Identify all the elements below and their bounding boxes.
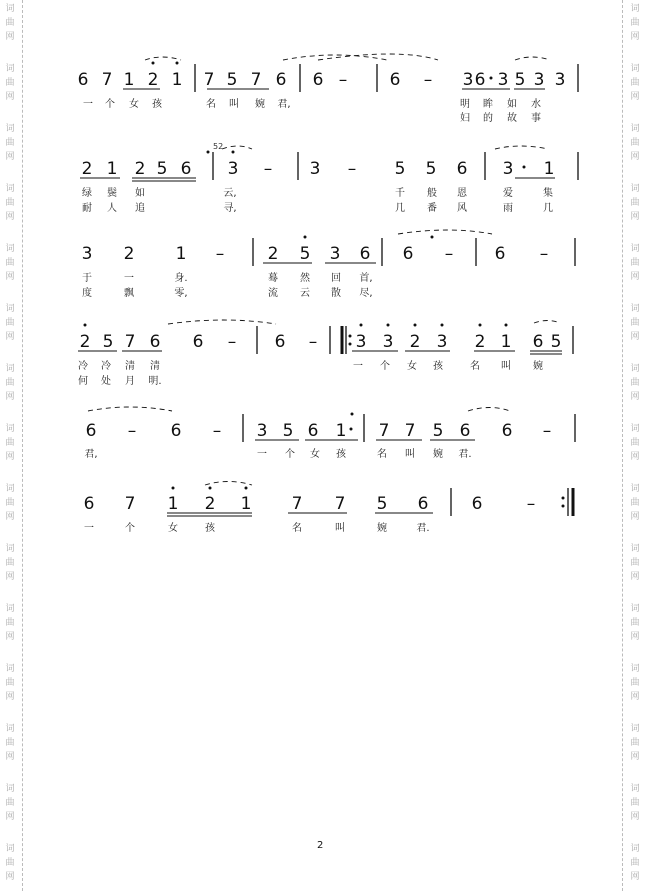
lyric-char: 鬓 — [107, 188, 117, 199]
watermark-char: 词 — [5, 724, 15, 734]
octave-dot — [431, 236, 434, 239]
watermark-char: 曲 — [5, 498, 15, 508]
dash-note: – — [542, 421, 552, 441]
lyric-char: 个 — [125, 523, 135, 534]
note-digit: 6 — [85, 421, 97, 441]
lyric-char: 名 — [292, 523, 302, 534]
watermark-char: 网 — [5, 752, 15, 762]
watermark-char: 网 — [5, 812, 15, 822]
note-digit: 3 — [309, 159, 321, 179]
lyric-char: 飘 — [124, 288, 134, 299]
dash-note: – — [347, 159, 357, 179]
lyric-char: 明. — [148, 376, 162, 387]
note-digit: 7 — [101, 70, 113, 90]
note-digit: 6 — [417, 494, 429, 514]
lyric-char: 君. — [458, 449, 472, 460]
note-digit: 3 — [533, 70, 545, 90]
dash-note: – — [444, 244, 454, 264]
watermark-char: 网 — [630, 92, 640, 102]
watermark-char: 网 — [5, 632, 15, 642]
measure-annotation: 52 — [213, 142, 224, 151]
note-digit: 3 — [497, 70, 509, 90]
watermark-char: 曲 — [5, 858, 15, 868]
slur-curve — [283, 55, 387, 60]
lyric-char: 事 — [531, 113, 541, 124]
lyric-char: 明 — [460, 99, 470, 110]
dash-note: – — [227, 332, 237, 352]
note-digit: 6 — [389, 70, 401, 90]
lyric-char: 名 — [377, 449, 387, 460]
watermark-char: 网 — [630, 512, 640, 522]
slur-curve — [88, 407, 172, 411]
watermark-char: 词 — [5, 604, 15, 614]
watermark-char: 词 — [5, 544, 15, 554]
slur-curve — [534, 321, 560, 324]
lyric-char: 耐 — [82, 203, 92, 214]
lyric-char: 风 — [457, 203, 467, 214]
lyric-char: 冷 — [78, 361, 88, 372]
octave-dot — [360, 324, 363, 327]
lyric-char: 清 — [125, 361, 135, 372]
lyric-char: 于 — [82, 273, 92, 284]
watermark-char: 词 — [630, 544, 640, 554]
watermark-char: 网 — [630, 332, 640, 342]
lyric-char: 人 — [107, 203, 117, 214]
repeat-dot — [562, 505, 565, 508]
lyric-char: 婉 — [377, 523, 387, 534]
watermark-char: 网 — [5, 92, 15, 102]
watermark-char: 词 — [630, 604, 640, 614]
watermark-char: 词 — [5, 424, 15, 434]
watermark-char: 网 — [630, 212, 640, 222]
lyric-char: 零, — [174, 288, 188, 299]
note-digit: 5 — [299, 244, 311, 264]
watermark-char: 词 — [630, 124, 640, 134]
note-digit: 3 — [554, 70, 566, 90]
note-digit: 6 — [192, 332, 204, 352]
lyric-char: 散 — [331, 288, 341, 299]
note-digit: 2 — [81, 159, 93, 179]
note-digit: 5 — [282, 421, 294, 441]
watermark-char: 网 — [5, 272, 15, 282]
lyric-char: 云, — [223, 188, 237, 199]
note-digit: 3 — [329, 244, 341, 264]
watermark-char: 曲 — [5, 138, 15, 148]
dash-note: – — [526, 494, 536, 514]
note-digit: 6 — [501, 421, 513, 441]
watermark-char: 曲 — [5, 678, 15, 688]
watermark-char: 网 — [5, 872, 15, 882]
note-digit: 7 — [124, 332, 136, 352]
lyric-char: 爱 — [503, 188, 513, 199]
slur-curve — [222, 146, 252, 149]
lyric-char: 个 — [285, 449, 295, 460]
watermark-char: 网 — [5, 692, 15, 702]
octave-dot — [176, 62, 179, 65]
dash-note: – — [212, 421, 222, 441]
lyric-char: 首, — [359, 273, 373, 284]
note-digit: 6 — [77, 70, 89, 90]
note-digit: 7 — [404, 421, 416, 441]
lyric-char: 婉 — [255, 99, 265, 110]
lyric-char: 叫 — [335, 523, 345, 534]
note-digit: 1 — [106, 159, 118, 179]
note-digit: 6 — [83, 494, 95, 514]
note-digit: 6 — [275, 70, 287, 90]
lyric-char: 蓦 — [268, 273, 278, 284]
lyric-char: 几 — [543, 203, 553, 214]
note-digit: 2 — [79, 332, 91, 352]
lyric-char: 个 — [105, 99, 115, 110]
lyric-char: 婉 — [433, 449, 443, 460]
watermark-char: 曲 — [5, 18, 15, 28]
note-digit: 5 — [432, 421, 444, 441]
watermark-char: 曲 — [5, 438, 15, 448]
lyric-char: 何 — [78, 376, 88, 387]
dash-note: – — [338, 70, 348, 90]
dash-note: – — [539, 244, 549, 264]
watermark-char: 曲 — [630, 258, 640, 268]
watermark-char: 词 — [5, 244, 15, 254]
note-digit: 7 — [291, 494, 303, 514]
lyric-char: 雨 — [503, 203, 513, 214]
octave-dot — [304, 236, 307, 239]
note-digit: 2 — [204, 494, 216, 514]
lyric-char: 眸 — [483, 99, 493, 110]
octave-dot — [209, 487, 212, 490]
note-digit: 7 — [334, 494, 346, 514]
note-digit: 3 — [436, 332, 448, 352]
lyric-char: 君, — [277, 99, 291, 110]
note-digit: 7 — [378, 421, 390, 441]
note-digit: 1 — [175, 244, 187, 264]
page-number: 2 — [317, 840, 324, 851]
octave-dot — [232, 151, 235, 154]
watermark-char: 曲 — [5, 318, 15, 328]
octave-dot — [207, 151, 210, 154]
lyric-char: 婉 — [533, 361, 543, 372]
lyric-char: 如 — [507, 99, 517, 110]
lyric-char: 女 — [310, 449, 320, 460]
watermark-char: 曲 — [5, 378, 15, 388]
watermark-char: 曲 — [630, 858, 640, 868]
watermark-char: 曲 — [5, 258, 15, 268]
watermark-char: 网 — [630, 632, 640, 642]
watermark-char: 曲 — [630, 138, 640, 148]
lyric-char: 个 — [380, 361, 390, 372]
lyric-char: 一 — [257, 449, 267, 460]
watermark-char: 曲 — [630, 678, 640, 688]
dash-note: – — [308, 332, 318, 352]
lyric-char: 一 — [84, 523, 94, 534]
note-digit: 6 — [532, 332, 544, 352]
octave-dot — [479, 324, 482, 327]
note-digit: 1 — [335, 421, 347, 441]
watermark-char: 词 — [630, 304, 640, 314]
note-digit: 5 — [514, 70, 526, 90]
watermark-char: 词 — [5, 4, 15, 14]
octave-dot — [387, 324, 390, 327]
lyric-char: 然 — [300, 273, 310, 284]
watermark-char: 词 — [630, 844, 640, 854]
lyric-char: 的 — [483, 113, 493, 124]
slur-curve — [495, 146, 548, 149]
watermark-char: 曲 — [630, 618, 640, 628]
watermark-char: 网 — [630, 392, 640, 402]
repeat-dot — [562, 497, 565, 500]
watermark-char: 词 — [630, 724, 640, 734]
note-digit: 2 — [134, 159, 146, 179]
lyric-char: 女 — [129, 99, 139, 110]
lyric-char: 身. — [174, 273, 188, 284]
note-digit: 1 — [171, 70, 183, 90]
lyric-char: 千 — [395, 188, 405, 199]
note-digit: 6 — [149, 332, 161, 352]
lyric-char: 女 — [407, 361, 417, 372]
watermark-char: 曲 — [630, 318, 640, 328]
watermark-char: 词 — [630, 184, 640, 194]
note-digit: 5 — [376, 494, 388, 514]
watermark-char: 词 — [630, 4, 640, 14]
lyric-char: 尽, — [359, 288, 373, 299]
slur-curve — [468, 408, 510, 412]
slur-curve — [318, 54, 438, 60]
watermark-char: 网 — [630, 272, 640, 282]
aug-dot — [490, 77, 493, 80]
lyric-char: 几 — [395, 203, 405, 214]
lyric-char: 君. — [416, 523, 430, 534]
repeat-dot — [349, 335, 352, 338]
lyric-char: 孩 — [205, 523, 215, 534]
watermark-char: 词 — [630, 484, 640, 494]
watermark-char: 曲 — [630, 438, 640, 448]
lyric-char: 名 — [206, 99, 216, 110]
watermark-char: 曲 — [630, 798, 640, 808]
lyric-char: 处 — [101, 376, 111, 387]
lyric-char: 叫 — [501, 361, 511, 372]
watermark-char: 曲 — [630, 18, 640, 28]
lyric-char: 名 — [470, 361, 480, 372]
note-digit: 3 — [355, 332, 367, 352]
slur-curve — [515, 57, 550, 60]
lyric-char: 叫 — [405, 449, 415, 460]
watermark-char: 词 — [5, 844, 15, 854]
watermark-char: 网 — [5, 212, 15, 222]
note-digit: 6 — [494, 244, 506, 264]
octave-dot — [172, 487, 175, 490]
watermark-char: 词 — [630, 64, 640, 74]
watermark-char: 网 — [630, 692, 640, 702]
lyric-char: 冷 — [101, 361, 111, 372]
note-digit: 5 — [394, 159, 406, 179]
watermark-char: 网 — [5, 572, 15, 582]
watermark-char: 曲 — [5, 78, 15, 88]
note-digit: 1 — [543, 159, 555, 179]
lyric-char: 一 — [353, 361, 363, 372]
watermark-char: 网 — [5, 452, 15, 462]
lyric-char: 流 — [268, 288, 278, 299]
watermark-char: 词 — [5, 184, 15, 194]
watermark-char: 网 — [630, 812, 640, 822]
octave-dot — [505, 324, 508, 327]
watermark-char: 曲 — [630, 198, 640, 208]
dash-note: – — [263, 159, 273, 179]
watermark-char: 曲 — [5, 558, 15, 568]
watermark-char: 网 — [630, 452, 640, 462]
watermark-char: 网 — [5, 512, 15, 522]
lyric-char: 寻, — [223, 203, 237, 214]
note-digit: 7 — [250, 70, 262, 90]
watermark-char: 词 — [5, 664, 15, 674]
octave-dot — [152, 62, 155, 65]
lyric-char: 水 — [531, 99, 541, 110]
note-digit: 3 — [227, 159, 239, 179]
note-digit: 2 — [409, 332, 421, 352]
lyric-char: 云 — [300, 288, 310, 299]
watermark-char: 网 — [630, 872, 640, 882]
watermark-char: 曲 — [630, 738, 640, 748]
lyric-char: 孩 — [433, 361, 443, 372]
slur-curve — [168, 320, 276, 324]
lyric-char: 女 — [168, 523, 178, 534]
lyric-char: 恩 — [457, 188, 467, 199]
note-digit: 3 — [382, 332, 394, 352]
note-digit: 2 — [267, 244, 279, 264]
watermark-char: 曲 — [630, 498, 640, 508]
watermark-char: 曲 — [5, 798, 15, 808]
watermark-char: 曲 — [630, 378, 640, 388]
lyric-char: 追 — [135, 203, 145, 214]
octave-dot — [441, 324, 444, 327]
watermark-char: 网 — [630, 32, 640, 42]
note-digit: 6 — [359, 244, 371, 264]
lyric-char: 度 — [82, 288, 92, 299]
lyric-char: 叫 — [229, 99, 239, 110]
dash-note: – — [423, 70, 433, 90]
watermark-char: 网 — [5, 152, 15, 162]
note-digit: 1 — [123, 70, 135, 90]
note-digit: 3 — [256, 421, 268, 441]
note-digit: 6 — [456, 159, 468, 179]
note-digit: 2 — [123, 244, 135, 264]
lyric-char: 一 — [124, 273, 134, 284]
note-digit: 6 — [170, 421, 182, 441]
lyric-char: 般 — [427, 188, 437, 199]
watermark-char: 网 — [630, 572, 640, 582]
watermark-char: 曲 — [5, 738, 15, 748]
watermark-char: 网 — [5, 392, 15, 402]
note-digit: 1 — [167, 494, 179, 514]
slur-curve — [205, 482, 252, 486]
note-digit: 5 — [226, 70, 238, 90]
watermark-char: 词 — [5, 784, 15, 794]
note-digit: 2 — [147, 70, 159, 90]
watermark-char: 词 — [630, 364, 640, 374]
watermark-char: 词 — [5, 304, 15, 314]
lyric-char: 集 — [543, 188, 553, 199]
lyric-char: 孩 — [152, 99, 162, 110]
dash-note: – — [127, 421, 137, 441]
note-digit: 3 — [502, 159, 514, 179]
lyric-char: 君, — [84, 449, 98, 460]
watermark-char: 词 — [5, 484, 15, 494]
watermark-char: 网 — [630, 152, 640, 162]
octave-dot — [351, 413, 354, 416]
note-digit: 1 — [240, 494, 252, 514]
watermark-char: 网 — [5, 32, 15, 42]
lyric-char: 孩 — [336, 449, 346, 460]
note-digit: 1 — [500, 332, 512, 352]
aug-dot — [350, 428, 353, 431]
note-digit: 7 — [124, 494, 136, 514]
note-digit: 6 — [402, 244, 414, 264]
dash-note: – — [215, 244, 225, 264]
watermark-char: 词 — [630, 784, 640, 794]
watermark-char: 网 — [5, 332, 15, 342]
aug-dot — [523, 166, 526, 169]
note-digit: 6 — [307, 421, 319, 441]
slur-curve — [398, 230, 492, 234]
note-digit: 5 — [156, 159, 168, 179]
lyric-char: 如 — [135, 188, 145, 199]
lyric-char: 故 — [507, 113, 517, 124]
lyric-char: 番 — [427, 203, 437, 214]
note-digit: 6 — [312, 70, 324, 90]
note-digit: 6 — [180, 159, 192, 179]
watermark-char: 词 — [630, 244, 640, 254]
lyric-char: 一 — [83, 99, 93, 110]
note-digit: 6 — [459, 421, 471, 441]
watermark-char: 曲 — [630, 558, 640, 568]
octave-dot — [414, 324, 417, 327]
note-digit: 6 — [474, 70, 486, 90]
watermark-char: 曲 — [630, 78, 640, 88]
watermark-char: 曲 — [5, 198, 15, 208]
note-digit: 6 — [471, 494, 483, 514]
watermark-char: 词 — [5, 124, 15, 134]
note-digit: 6 — [274, 332, 286, 352]
lyric-char: 妇 — [460, 113, 470, 124]
lyric-char: 回 — [331, 273, 341, 284]
watermark-char: 词 — [5, 64, 15, 74]
note-digit: 3 — [81, 244, 93, 264]
watermark-char: 词 — [630, 664, 640, 674]
note-digit: 5 — [102, 332, 114, 352]
lyric-char: 月 — [125, 376, 135, 387]
watermark-char: 词 — [630, 424, 640, 434]
note-digit: 3 — [462, 70, 474, 90]
watermark-char: 网 — [630, 752, 640, 762]
lyric-char: 清 — [150, 361, 160, 372]
note-digit: 2 — [474, 332, 486, 352]
note-digit: 7 — [203, 70, 215, 90]
watermark-char: 词 — [5, 364, 15, 374]
lyric-char: 绿 — [82, 188, 92, 199]
slur-curve — [145, 57, 181, 60]
octave-dot — [245, 487, 248, 490]
note-digit: 5 — [425, 159, 437, 179]
watermark-char: 曲 — [5, 618, 15, 628]
octave-dot — [84, 324, 87, 327]
note-digit: 5 — [550, 332, 562, 352]
repeat-dot — [349, 343, 352, 346]
